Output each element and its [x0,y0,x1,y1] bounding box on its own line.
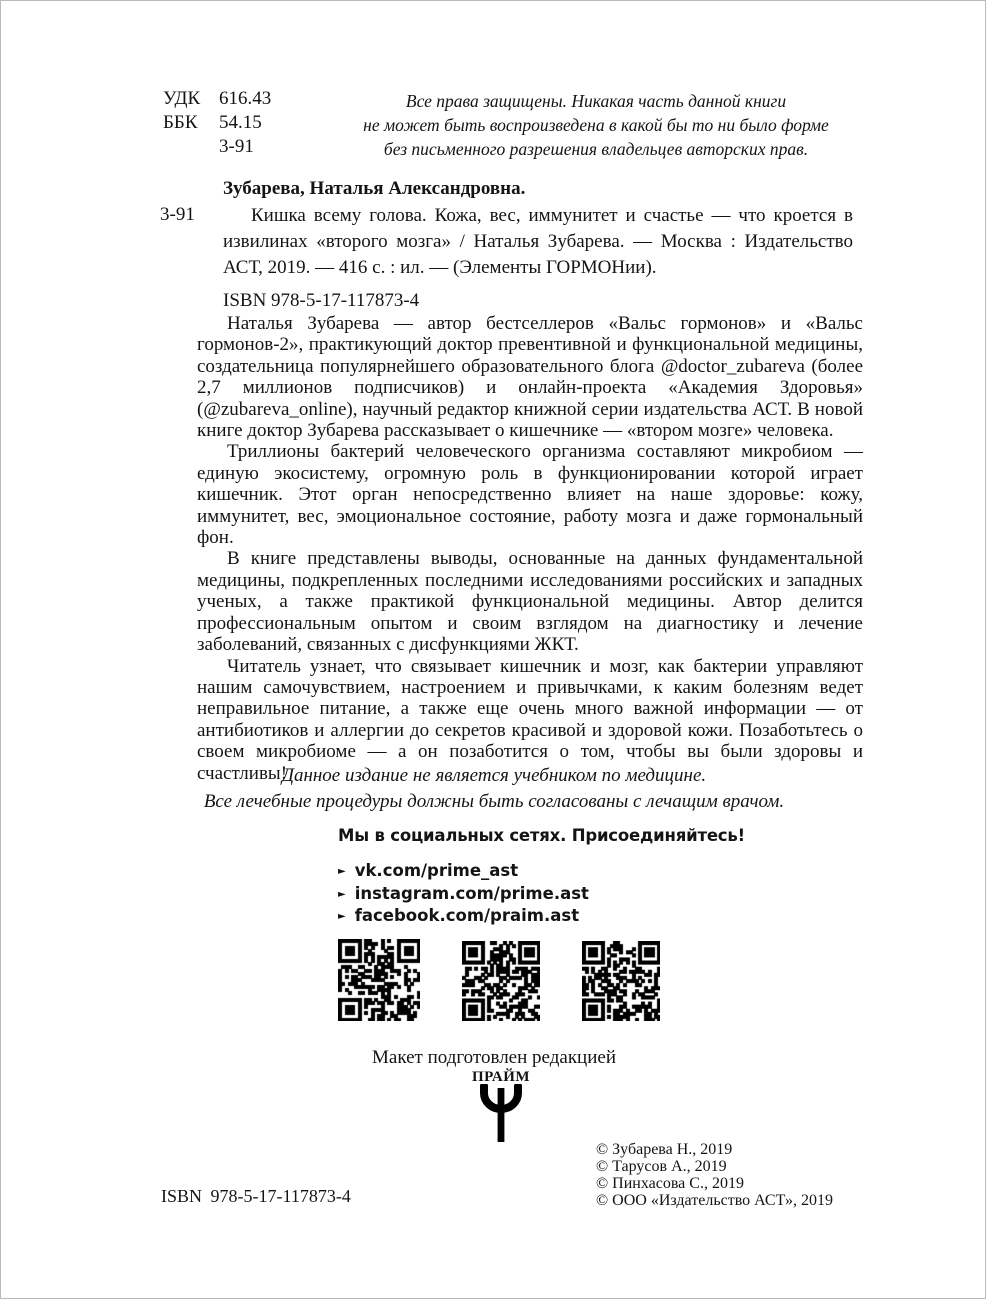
annotation-block [197,313,863,784]
udk-value: 616.43 [219,88,272,109]
qr-code [338,939,420,1021]
copyright-line: © Пинхасова С., 2019 [596,1175,744,1192]
arrow-bullet-icon: ► [338,866,346,877]
disclaimer-line: Данное издание не является учебником по медицине. [281,765,707,786]
arrow-bullet-icon: ► [338,911,346,922]
social-link-facebook [338,905,745,928]
catalog-entry-text: Кишка всему голова. Кожа, вес, иммунитет и счастье — что кроется в извилинах «второго мозга» / Наталья Зубарева. — Москва : Издательство АСТ, 2019. — 416 с. : ил. — (Элементы ГОРМОНии). [223,205,853,278]
layout-credit: Макет подготовлен редакцией [372,1047,616,1068]
copyright-line: © Тарусов А., 2019 [596,1158,727,1175]
isbn-line: ISBN 978-5-17-117873-4 [223,290,420,311]
annotation-paragraph: В книге представлены выводы, основанные на данных фундаментальной медицины, подкрепленных последними исследованиями российских и западных ученых, а также практикой функциональной медицины. Автор делится профессиональным опытом и своим взглядом на диагностику и лечение заболеваний, связанных с дисфункциями ЖКТ. [197,548,863,656]
udk-bbk-block [163,87,271,159]
copyright-line: © Зубарева Н., 2019 [596,1141,733,1158]
social-link-label: instagram.com/prime.ast [354,883,589,903]
prime-logo-text: ПРАЙМ [471,1069,531,1085]
bbk-row [163,111,271,135]
medical-disclaimer [89,763,899,815]
social-links [338,860,745,928]
qr-code-row [338,939,660,1021]
rights-line: без письменного разрешения владельцев авторских прав. [383,139,809,159]
rights-line: Все права защищены. Никакая часть данной книги [405,91,787,111]
annotation-paragraph: Наталья Зубарева — автор бестселлеров «Вальс гормонов» и «Вальс гормонов-2», практикующий доктор превентивной и функциональной медицины, создательница популярнейшего образовательного блога @doctor_zubareva (более 2,7 миллионов подписчиков) и онлайн-проекта «Академия Здоровья» (@zubareva_online), научный редактор книжной серии издательства АСТ. В новой книге доктор Зубарева рассказывает о кишечнике — «втором мозге» человека. [197,313,863,442]
qr-code [582,941,660,1021]
arrow-bullet-icon: ► [338,888,346,900]
rights-notice [331,89,861,161]
bibliographic-entry [223,176,853,314]
social-link-label: facebook.com/praim.ast [354,906,580,925]
social-link-label: vk.com/prime_ast [354,861,519,880]
bbk-label: ББК [163,112,198,133]
udk-label: УДК [163,88,201,109]
annotation-paragraph: Читатель узнает, что связывает кишечник и мозг, как бактерии управляют нашим самочувствием, настроением и привычками, к каким болезням ведет неправильное питание, а также еще очень много важной информации — от антибиотиков и аллергии до секретов красивой и здоровой кожи. Позаботьтесь о своем микробиоме — а он позаботится о том, чтобы вы были здоровы и счастливы! [197,655,863,784]
social-link-instagram [338,883,745,906]
rights-line: не может быть воспроизведена в какой бы то ни было форме [363,115,829,135]
annotation-paragraph: Триллионы бактерий человеческого организма составляют микробиом — единую экосистему, огромную роль в функционировании которой играет кишечник. Этот орган непосредственно влияет на наше здоровье: кожу, иммунитет, вес, эмоциональное состояние, работу мозга и даже гормональный фон. [197,441,863,549]
author-heading: Зубарева, Наталья Александровна. [223,178,526,199]
footer-isbn: ISBN 978-5-17-117873-4 [161,1186,351,1206]
disclaimer-line: Все лечебные процедуры должны быть согласованы с лечащим врачом. [203,791,785,812]
copyright-line: © ООО «Издательство АСТ», 2019 [596,1192,833,1209]
social-media-block [338,826,745,928]
social-heading: Мы в социальных сетях. Присоединяйтесь! [338,826,745,845]
psi-logo-icon [477,1084,525,1144]
author-sign-code: 3-91 [219,136,254,157]
copyright-block [596,1141,833,1209]
qr-code [462,941,540,1021]
social-link-vk [338,860,745,883]
margin-author-sign: 3-91 [160,204,195,225]
bbk-value: 54.15 [219,112,262,133]
udk-row [163,87,271,111]
prime-publisher-logo [437,1069,565,1144]
